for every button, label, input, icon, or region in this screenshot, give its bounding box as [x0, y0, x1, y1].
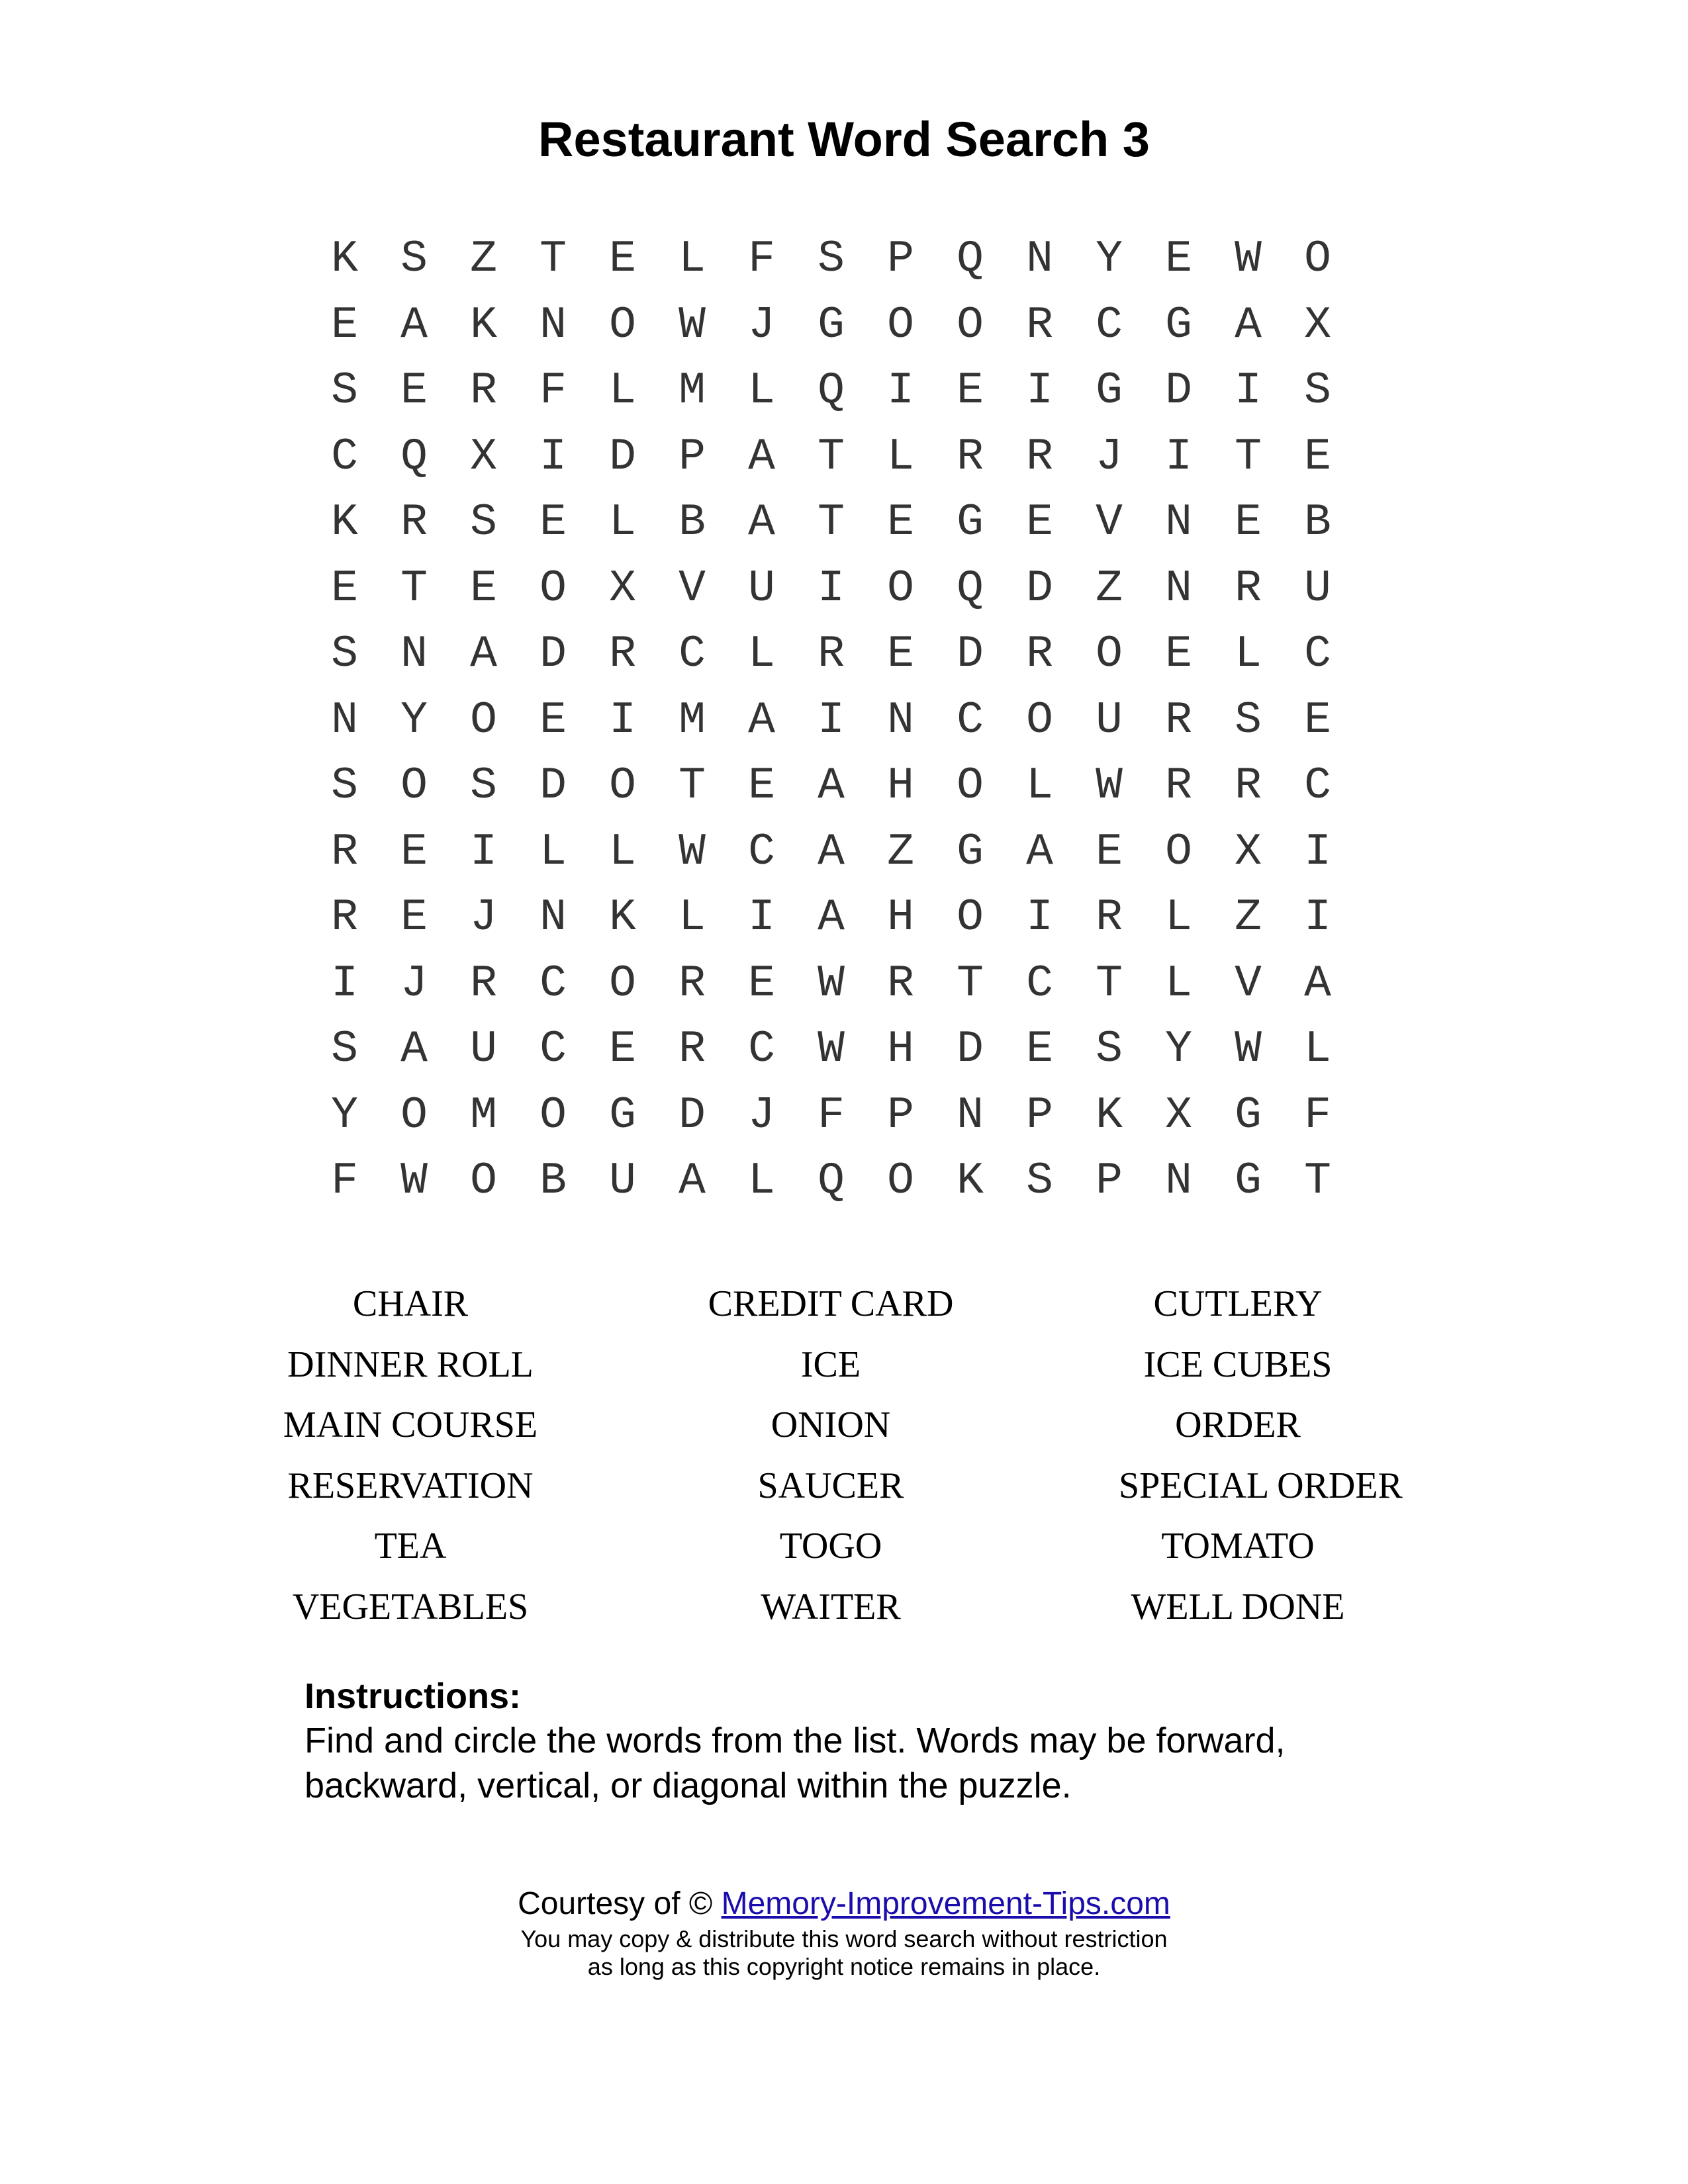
- grid-letter: X: [1165, 1089, 1192, 1141]
- grid-letter: R: [679, 958, 706, 1009]
- grid-letter: L: [887, 431, 914, 482]
- grid-letter: W: [1235, 234, 1262, 285]
- grid-letter: R: [1165, 694, 1192, 746]
- grid-letter: R: [1235, 760, 1262, 811]
- grid-letter: O: [1026, 694, 1053, 746]
- grid-letter: E: [609, 234, 636, 285]
- grid-letter: I: [1026, 892, 1053, 943]
- grid-letter: F: [818, 1089, 845, 1141]
- grid-letter: O: [400, 1089, 428, 1141]
- grid-letter: Q: [818, 365, 845, 416]
- grid-letter: G: [957, 826, 984, 878]
- grid-letter: D: [1026, 563, 1053, 614]
- grid-letter: U: [748, 563, 775, 614]
- grid-letter: T: [1304, 1156, 1331, 1206]
- grid-letter: N: [1165, 563, 1192, 614]
- word-list-item: CHAIR: [352, 1283, 469, 1324]
- grid-letter: A: [818, 826, 845, 878]
- word-list-item: ONION: [771, 1404, 891, 1445]
- grid-letter: S: [470, 497, 497, 548]
- grid-letter: J: [748, 299, 775, 351]
- grid-letter: L: [609, 365, 636, 416]
- grid-letter: B: [679, 497, 706, 548]
- grid-letter: N: [1026, 234, 1053, 285]
- grid-letter: G: [818, 299, 845, 351]
- grid-letter: R: [1096, 892, 1123, 943]
- grid-letter: A: [470, 629, 497, 680]
- grid-letter: E: [748, 760, 775, 811]
- grid-letter: S: [1026, 1156, 1053, 1206]
- grid-letter: O: [1096, 629, 1123, 680]
- grid-letter: O: [470, 694, 497, 746]
- grid-letter: T: [957, 958, 984, 1009]
- grid-letter: K: [331, 234, 358, 285]
- grid-letter: K: [331, 497, 358, 548]
- copyright-notice-line-2: as long as this copyright notice remains in place.: [587, 1953, 1101, 1980]
- grid-letter: O: [1165, 826, 1192, 878]
- grid-letter: K: [609, 892, 636, 943]
- grid-letter: F: [1304, 1089, 1331, 1141]
- grid-letter: E: [1096, 826, 1123, 878]
- grid-letter: C: [748, 1024, 775, 1075]
- grid-letter: H: [887, 1024, 914, 1075]
- grid-letter: I: [1304, 892, 1331, 943]
- grid-letter: R: [1026, 299, 1053, 351]
- grid-letter: F: [748, 234, 775, 285]
- grid-letter: L: [1304, 1024, 1331, 1075]
- website-link[interactable]: Memory-Improvement-Tips.com: [721, 1886, 1170, 1921]
- grid-letter: U: [1304, 563, 1331, 614]
- grid-letter: T: [1096, 958, 1123, 1009]
- grid-letter: A: [1026, 826, 1053, 878]
- grid-letter: R: [609, 629, 636, 680]
- grid-letter: N: [400, 629, 428, 680]
- word-list-item: MAIN COURSE: [283, 1404, 538, 1445]
- grid-letter: C: [1026, 958, 1053, 1009]
- grid-letter: N: [957, 1089, 984, 1141]
- grid-letter: D: [539, 760, 567, 811]
- grid-letter: X: [470, 431, 497, 482]
- grid-letter: L: [1165, 958, 1192, 1009]
- instructions-heading: Instructions:: [305, 1676, 522, 1716]
- grid-letter: C: [331, 431, 358, 482]
- grid-letter: W: [1235, 1024, 1262, 1075]
- grid-letter: W: [400, 1156, 428, 1206]
- grid-letter: P: [1026, 1089, 1053, 1141]
- grid-letter: S: [400, 234, 428, 285]
- grid-letter: E: [887, 629, 914, 680]
- grid-letter: I: [818, 563, 845, 614]
- grid-letter: E: [1165, 234, 1192, 285]
- grid-letter: Q: [957, 234, 984, 285]
- grid-letter: Y: [400, 694, 428, 746]
- grid-letter: J: [748, 1089, 775, 1141]
- grid-letter: P: [1096, 1156, 1123, 1206]
- grid-letter: O: [609, 958, 636, 1009]
- grid-letter: N: [539, 892, 567, 943]
- grid-letter: K: [470, 299, 497, 351]
- grid-letter: S: [1235, 694, 1262, 746]
- grid-letter: L: [1026, 760, 1053, 811]
- grid-letter: R: [400, 497, 428, 548]
- grid-letter: E: [887, 497, 914, 548]
- grid-letter: R: [957, 431, 984, 482]
- grid-letter: D: [1165, 365, 1192, 416]
- grid-letter: W: [679, 299, 706, 351]
- grid-letter: I: [1165, 431, 1192, 482]
- grid-letter: G: [1096, 365, 1123, 416]
- grid-letter: N: [1165, 1156, 1192, 1206]
- grid-letter: N: [539, 299, 567, 351]
- grid-letter: R: [331, 826, 358, 878]
- courtesy-prefix: Courtesy of ©: [518, 1886, 722, 1921]
- grid-letter: C: [1304, 760, 1331, 811]
- grid-letter: W: [818, 1024, 845, 1075]
- grid-letter: N: [887, 694, 914, 746]
- grid-letter: O: [887, 563, 914, 614]
- grid-letter: O: [1304, 234, 1331, 285]
- grid-letter: A: [679, 1156, 706, 1206]
- grid-letter: A: [1235, 299, 1262, 351]
- grid-letter: O: [887, 299, 914, 351]
- grid-letter: A: [748, 694, 775, 746]
- grid-letter: C: [1096, 299, 1123, 351]
- grid-letter: O: [470, 1156, 497, 1206]
- grid-letter: R: [679, 1024, 706, 1075]
- word-list-item: DINNER ROLL: [287, 1343, 534, 1385]
- grid-letter: G: [1165, 299, 1192, 351]
- grid-letter: L: [748, 365, 775, 416]
- grid-letter: N: [1165, 497, 1192, 548]
- grid-letter: L: [1235, 629, 1262, 680]
- grid-letter: T: [818, 431, 845, 482]
- grid-letter: S: [818, 234, 845, 285]
- grid-letter: I: [609, 694, 636, 746]
- grid-letter: E: [400, 826, 428, 878]
- grid-letter: R: [818, 629, 845, 680]
- grid-letter: H: [887, 892, 914, 943]
- grid-letter: W: [679, 826, 706, 878]
- grid-letter: K: [957, 1156, 984, 1206]
- grid-letter: E: [1026, 1024, 1053, 1075]
- grid-letter: U: [609, 1156, 636, 1206]
- grid-letter: Y: [1096, 234, 1123, 285]
- grid-letter: T: [1235, 431, 1262, 482]
- grid-letter: L: [679, 892, 706, 943]
- grid-letter: E: [1235, 497, 1262, 548]
- grid-letter: E: [470, 563, 497, 614]
- grid-letter: L: [539, 826, 567, 878]
- grid-letter: E: [1304, 431, 1331, 482]
- grid-letter: O: [957, 299, 984, 351]
- grid-letter: R: [470, 365, 497, 416]
- word-list-item: ICE: [800, 1343, 861, 1385]
- grid-letter: G: [1235, 1156, 1262, 1206]
- grid-letter: M: [679, 694, 706, 746]
- grid-letter: L: [679, 234, 706, 285]
- grid-letter: V: [679, 563, 706, 614]
- word-list-item: ORDER: [1175, 1404, 1301, 1445]
- grid-letter: I: [1026, 365, 1053, 416]
- grid-letter: O: [887, 1156, 914, 1206]
- grid-letter: O: [609, 299, 636, 351]
- grid-letter: Z: [470, 234, 497, 285]
- instructions: [305, 1674, 1430, 1808]
- grid-letter: R: [331, 892, 358, 943]
- grid-letter: E: [400, 365, 428, 416]
- grid-letter: B: [539, 1156, 567, 1206]
- grid-letter: E: [609, 1024, 636, 1075]
- grid-letter: X: [1304, 299, 1331, 351]
- grid-letter: U: [470, 1024, 497, 1075]
- grid-letter: X: [1235, 826, 1262, 878]
- grid-letter: L: [748, 629, 775, 680]
- word-list-item: RESERVATION: [287, 1465, 534, 1506]
- grid-letter: E: [400, 892, 428, 943]
- grid-letter: O: [400, 760, 428, 811]
- grid-letter: E: [748, 958, 775, 1009]
- grid-letter: U: [1096, 694, 1123, 746]
- grid-letter: F: [539, 365, 567, 416]
- grid-letter: Z: [1096, 563, 1123, 614]
- grid-letter: E: [1304, 694, 1331, 746]
- grid-letter: V: [1096, 497, 1123, 548]
- grid-letter: I: [887, 365, 914, 416]
- grid-letter: R: [470, 958, 497, 1009]
- grid-letter: A: [748, 431, 775, 482]
- grid-letter: M: [679, 365, 706, 416]
- grid-letter: D: [539, 629, 567, 680]
- grid-letter: I: [1235, 365, 1262, 416]
- grid-letter: X: [609, 563, 636, 614]
- grid-letter: M: [470, 1089, 497, 1141]
- grid-letter: D: [957, 629, 984, 680]
- grid-letter: O: [539, 1089, 567, 1141]
- grid-letter: S: [331, 365, 358, 416]
- grid-letter: C: [539, 1024, 567, 1075]
- grid-letter: P: [887, 234, 914, 285]
- grid-letter: E: [1026, 497, 1053, 548]
- grid-letter: Q: [818, 1156, 845, 1206]
- grid-letter: J: [400, 958, 428, 1009]
- grid-letter: S: [331, 760, 358, 811]
- grid-letter: Z: [887, 826, 914, 878]
- grid-letter: I: [748, 892, 775, 943]
- grid-letter: R: [1026, 629, 1053, 680]
- grid-letter: E: [539, 694, 567, 746]
- grid-letter: Z: [1235, 892, 1262, 943]
- grid-letter: E: [331, 299, 358, 351]
- grid-letter: E: [539, 497, 567, 548]
- letter-grid: [310, 226, 1352, 1214]
- grid-letter: O: [609, 760, 636, 811]
- grid-letter: A: [400, 299, 428, 351]
- grid-letter: C: [957, 694, 984, 746]
- word-list-item: CUTLERY: [1153, 1283, 1323, 1324]
- grid-letter: B: [1304, 497, 1331, 548]
- grid-letter: I: [1304, 826, 1331, 878]
- word-list-item: TEA: [374, 1525, 447, 1567]
- grid-letter: I: [470, 826, 497, 878]
- grid-letter: A: [400, 1024, 428, 1075]
- grid-letter: A: [818, 892, 845, 943]
- grid-letter: S: [331, 629, 358, 680]
- grid-letter: R: [1165, 760, 1192, 811]
- grid-letter: I: [818, 694, 845, 746]
- grid-letter: I: [539, 431, 567, 482]
- grid-letter: W: [818, 958, 845, 1009]
- grid-letter: C: [539, 958, 567, 1009]
- page-title: Restaurant Word Search 3: [538, 112, 1150, 167]
- grid-letter: K: [1096, 1089, 1123, 1141]
- grid-letter: O: [539, 563, 567, 614]
- grid-letter: G: [1235, 1089, 1262, 1141]
- word-list-item: ICE CUBES: [1143, 1343, 1333, 1385]
- grid-letter: R: [1026, 431, 1053, 482]
- grid-letter: Q: [400, 431, 428, 482]
- grid-letter: F: [331, 1156, 358, 1206]
- grid-letter: T: [539, 234, 567, 285]
- grid-letter: O: [957, 892, 984, 943]
- word-list-item: SAUCER: [757, 1465, 904, 1506]
- courtesy-line: [0, 1883, 1688, 1925]
- grid-letter: D: [679, 1089, 706, 1141]
- grid-letter: T: [400, 563, 428, 614]
- word-list-item: WAITER: [761, 1586, 901, 1627]
- grid-letter: R: [887, 958, 914, 1009]
- grid-letter: A: [818, 760, 845, 811]
- grid-letter: Y: [331, 1089, 358, 1141]
- grid-letter: V: [1235, 958, 1262, 1009]
- grid-letter: P: [887, 1089, 914, 1141]
- grid-letter: Y: [1165, 1024, 1192, 1075]
- grid-letter: N: [331, 694, 358, 746]
- grid-letter: C: [748, 826, 775, 878]
- grid-letter: E: [957, 365, 984, 416]
- grid-letter: A: [748, 497, 775, 548]
- copyright-notice-line-1: You may copy & distribute this word search without restriction: [520, 1925, 1168, 1952]
- grid-letter: T: [818, 497, 845, 548]
- grid-letter: L: [748, 1156, 775, 1206]
- grid-letter: S: [1096, 1024, 1123, 1075]
- word-list-item: SPECIAL ORDER: [1119, 1465, 1403, 1506]
- word-list-item: VEGETABLES: [292, 1586, 529, 1627]
- grid-letter: Q: [957, 563, 984, 614]
- grid-letter: A: [1304, 958, 1331, 1009]
- grid-letter: D: [609, 431, 636, 482]
- word-list-item: WELL DONE: [1131, 1586, 1345, 1627]
- grid-letter: C: [1304, 629, 1331, 680]
- grid-letter: L: [1165, 892, 1192, 943]
- grid-letter: S: [1304, 365, 1331, 416]
- grid-letter: W: [1096, 760, 1123, 811]
- grid-letter: E: [1165, 629, 1192, 680]
- grid-letter: C: [679, 629, 706, 680]
- grid-letter: E: [331, 563, 358, 614]
- grid-letter: D: [957, 1024, 984, 1075]
- grid-letter: L: [609, 497, 636, 548]
- grid-letter: S: [470, 760, 497, 811]
- grid-letter: R: [1235, 563, 1262, 614]
- grid-letter: L: [609, 826, 636, 878]
- grid-letter: I: [331, 958, 358, 1009]
- footer: [0, 1883, 1688, 1981]
- word-list-item: CREDIT CARD: [708, 1283, 954, 1324]
- grid-letter: G: [609, 1089, 636, 1141]
- grid-letter: O: [957, 760, 984, 811]
- instructions-body: Find and circle the words from the list. Words may be forward, backward, vertical, or diagonal within the puzzle.: [305, 1721, 1286, 1805]
- grid-letter: J: [1096, 431, 1123, 482]
- grid-letter: G: [957, 497, 984, 548]
- word-list: [278, 1274, 1470, 1637]
- grid-letter: H: [887, 760, 914, 811]
- word-list-item: TOGO: [779, 1525, 882, 1567]
- grid-letter: S: [331, 1024, 358, 1075]
- word-list-item: TOMATO: [1161, 1525, 1315, 1567]
- grid-letter: J: [470, 892, 497, 943]
- grid-letter: T: [679, 760, 706, 811]
- grid-letter: P: [679, 431, 706, 482]
